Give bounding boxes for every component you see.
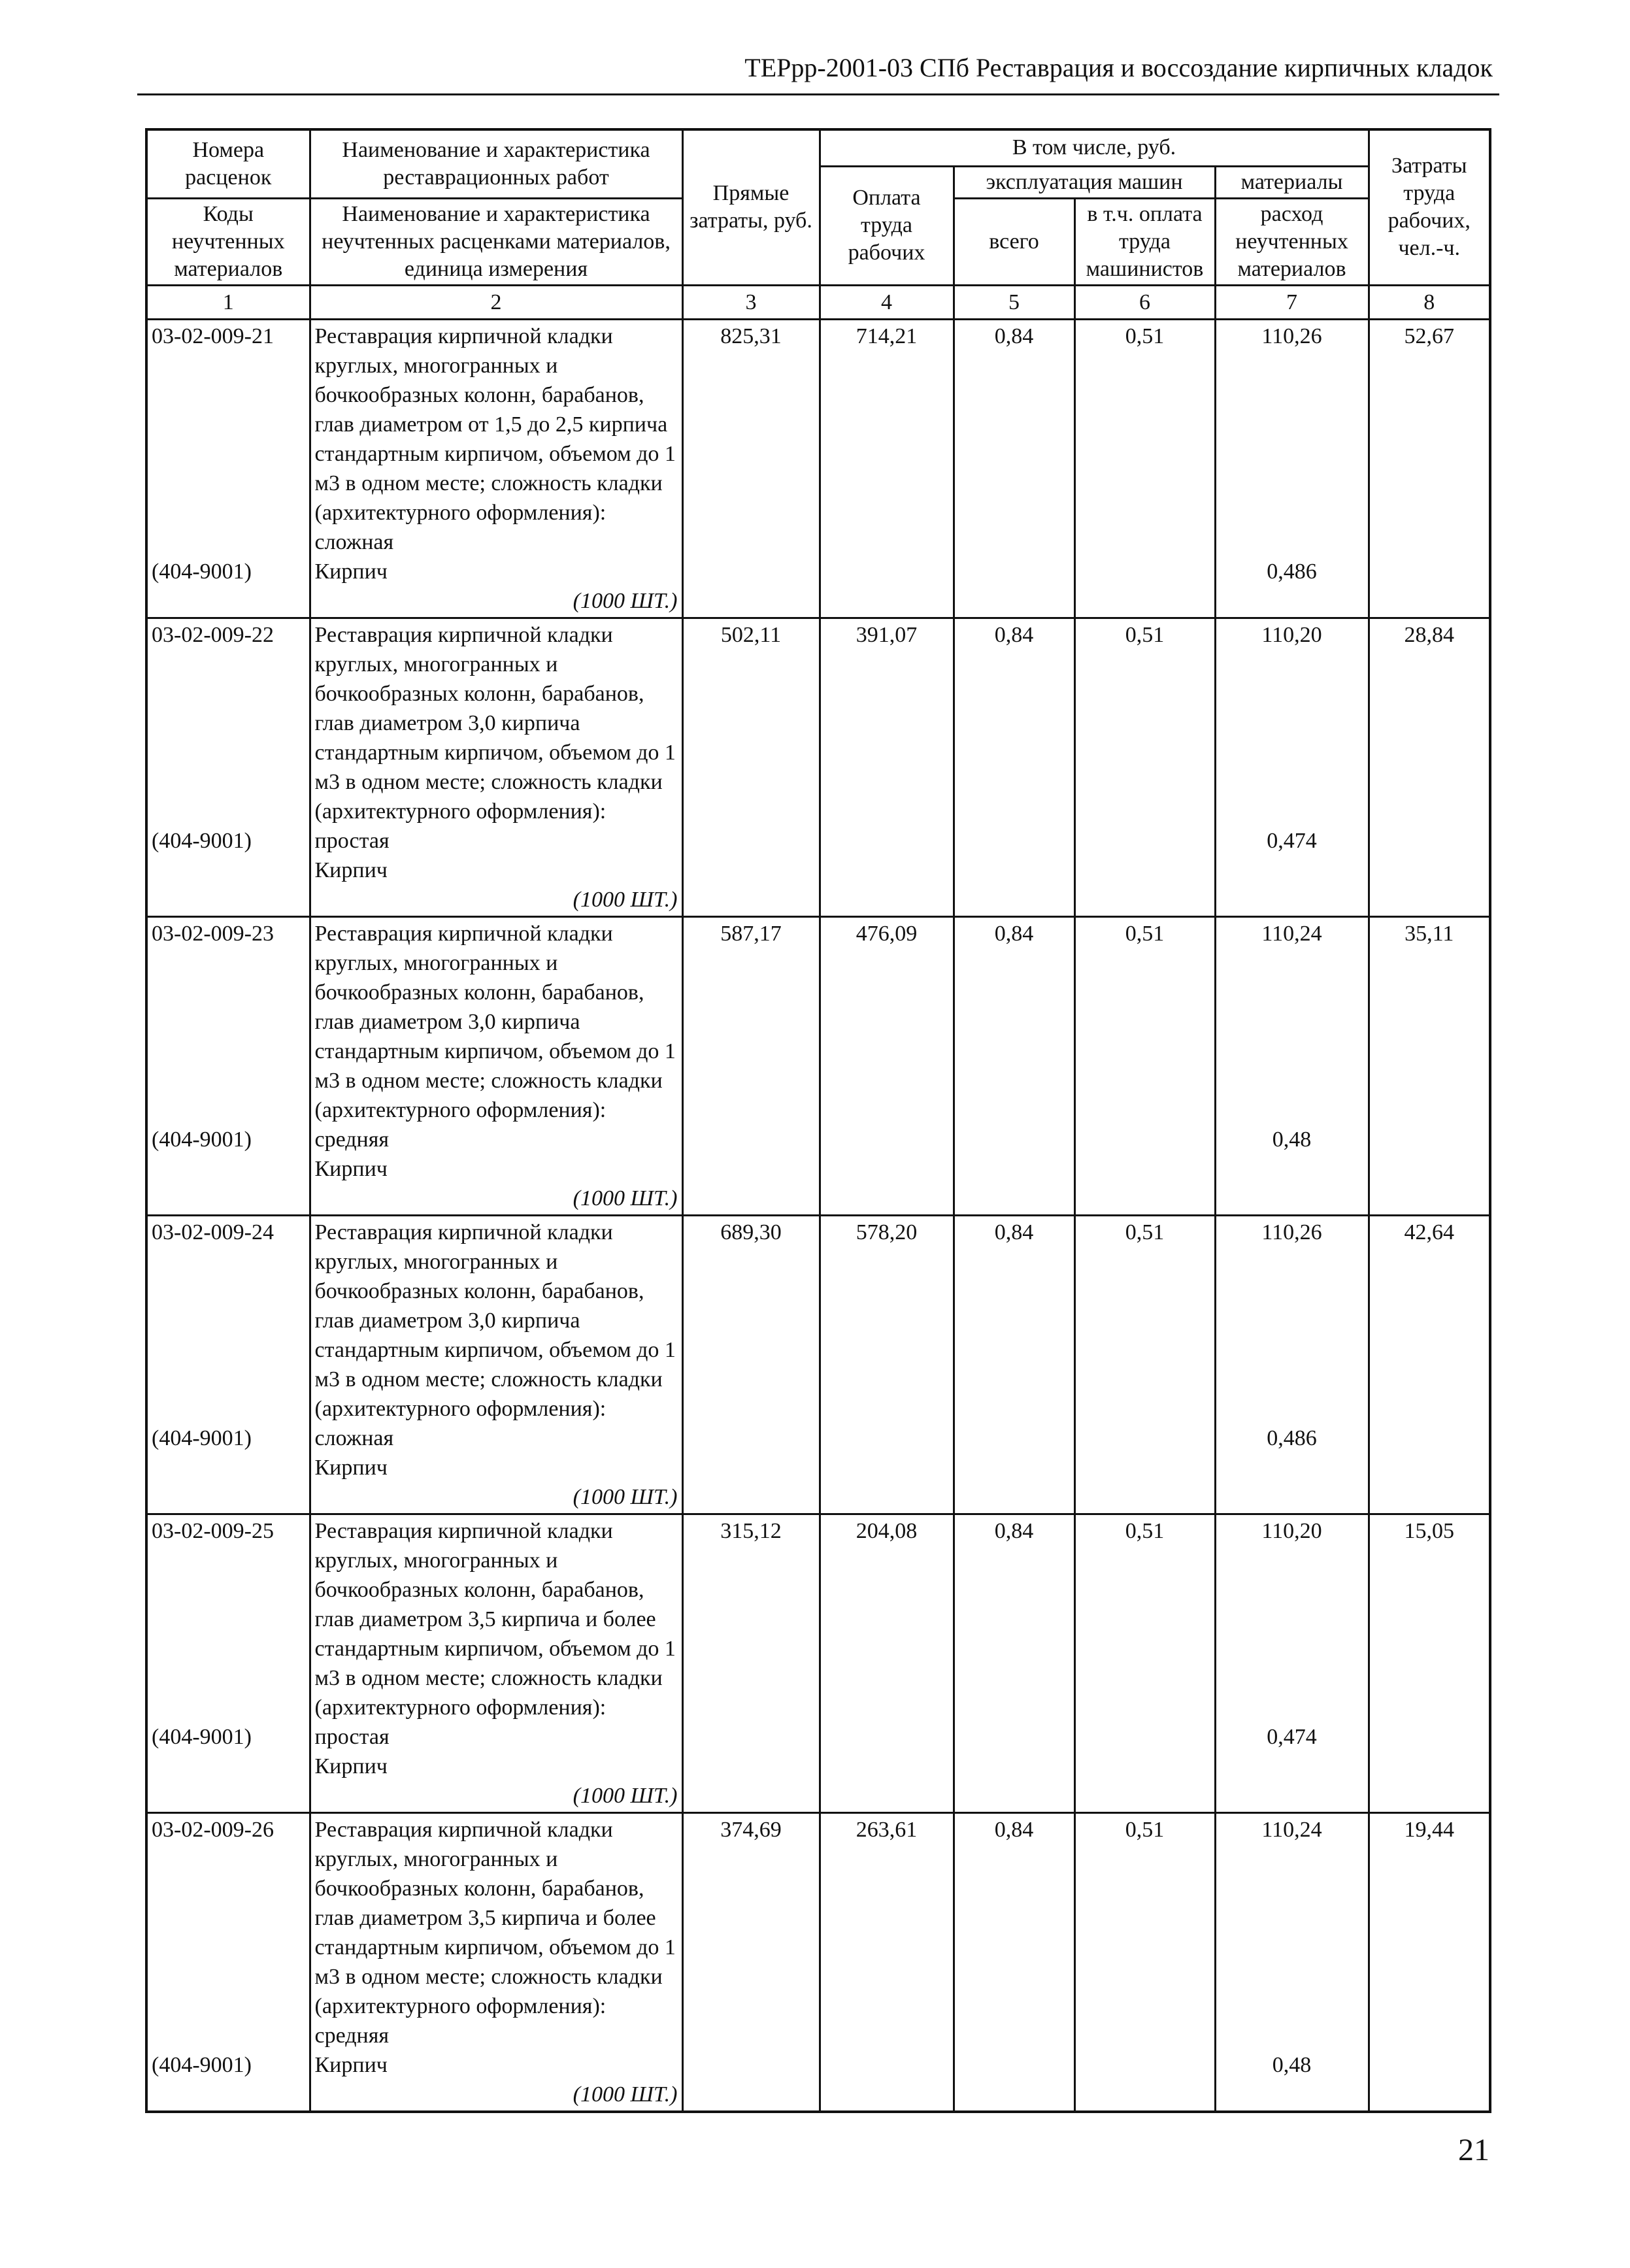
header-material-usage: расход неучтенных материалов [1215, 198, 1369, 285]
labor-pay: 263,61 [820, 1812, 954, 2112]
material-code: (404-9001) [152, 2052, 252, 2077]
material-unit: (1000 ШТ.) [573, 887, 678, 912]
document-header-title: ТЕРрр-2001-03 СПб Реставрация и воссоздание кирпичных кладок [744, 53, 1493, 82]
table-row [146, 1812, 1490, 2112]
direct-costs: 689,30 [682, 1215, 820, 1514]
column-index: 6 [1074, 285, 1215, 319]
material-unit: (1000 ШТ.) [573, 1783, 678, 1808]
header-material-codes: Коды неучтенных материалов [146, 198, 310, 285]
header-including-group: В том числе, руб. [820, 129, 1369, 166]
rate-code: 03-02-009-21 [152, 324, 274, 348]
labor-hours: 52,67 [1369, 319, 1490, 618]
labor-hours: 19,44 [1369, 1812, 1490, 2112]
machines-total: 0,84 [954, 916, 1074, 1215]
machines-total: 0,84 [954, 1215, 1074, 1514]
labor-hours: 35,11 [1369, 916, 1490, 1215]
page-number: 21 [1458, 2133, 1489, 2167]
machinists-pay: 0,51 [1074, 916, 1215, 1215]
materials-cost: 110,20 [1261, 622, 1322, 647]
machines-total: 0,84 [954, 618, 1074, 916]
machinists-pay: 0,51 [1074, 319, 1215, 618]
material-code: (404-9001) [152, 1127, 252, 1152]
header-work-name: Наименование и характеристика реставрационных работ [310, 129, 682, 198]
header-materials-group: материалы [1215, 166, 1369, 198]
direct-costs: 825,31 [682, 319, 820, 618]
machines-total: 0,84 [954, 1812, 1074, 2112]
rate-code: 03-02-009-25 [152, 1518, 274, 1543]
rate-code: 03-02-009-26 [152, 1817, 274, 1842]
labor-pay: 204,08 [820, 1514, 954, 1812]
material-name: Кирпич [314, 1455, 388, 1480]
work-description: Реставрация кирпичной кладки круглых, многогранных и бочкообразных колонн, барабанов, глав диаметром 3,5 кирпича и более стандартным кирпичом, объемом до 1 м3 в одном месте; сложность кладки (архитектурного оформления): простая [314, 1518, 676, 1749]
direct-costs: 374,69 [682, 1812, 820, 2112]
material-unit: (1000 ШТ.) [573, 1484, 678, 1509]
direct-costs: 587,17 [682, 916, 820, 1215]
materials-cost: 110,26 [1261, 1220, 1322, 1244]
header-rate-numbers: Номера расценок [146, 129, 310, 198]
machinists-pay: 0,51 [1074, 1812, 1215, 2112]
materials-cost: 110,24 [1261, 921, 1322, 946]
machines-total: 0,84 [954, 1514, 1074, 1812]
material-code: (404-9001) [152, 828, 252, 853]
header-labor-pay: Оплата труда рабочих [820, 166, 954, 285]
material-name: Кирпич [314, 858, 388, 882]
rates-table [145, 128, 1491, 2113]
material-code: (404-9001) [152, 1724, 252, 1749]
labor-hours: 42,64 [1369, 1215, 1490, 1514]
table-row [146, 1514, 1490, 1812]
machinists-pay: 0,51 [1074, 618, 1215, 916]
material-name: Кирпич [314, 1754, 388, 1778]
work-description: Реставрация кирпичной кладки круглых, многогранных и бочкообразных колонн, барабанов, глав диаметром от 1,5 до 2,5 кирпича стандартным кирпичом, объемом до 1 м3 в одном месте; сложность кладки (архитектурного оформления): сложная [314, 324, 676, 554]
materials-cost: 110,24 [1261, 1817, 1322, 1842]
material-quantity: 0,486 [1267, 1426, 1317, 1450]
rate-code: 03-02-009-22 [152, 622, 274, 647]
materials-cost: 110,26 [1261, 324, 1322, 348]
direct-costs: 502,11 [682, 618, 820, 916]
material-code: (404-9001) [152, 1426, 252, 1450]
table-row [146, 618, 1490, 916]
work-description: Реставрация кирпичной кладки круглых, многогранных и бочкообразных колонн, барабанов, глав диаметром 3,0 кирпича стандартным кирпичом, объемом до 1 м3 в одном месте; сложность кладки (архитектурного оформления): простая [314, 622, 676, 853]
header-labor-hours: Затраты труда рабочих, чел.-ч. [1369, 129, 1490, 285]
work-description: Реставрация кирпичной кладки круглых, многогранных и бочкообразных колонн, барабанов, глав диаметром 3,5 кирпича и более стандартным кирпичом, объемом до 1 м3 в одном месте; сложность кладки (архитектурного оформления): средняя [314, 1817, 676, 2048]
material-name: Кирпич [314, 559, 388, 584]
header-machines-total: всего [954, 198, 1074, 285]
header-direct-costs: Прямые затраты, руб. [682, 129, 820, 285]
work-description: Реставрация кирпичной кладки круглых, многогранных и бочкообразных колонн, барабанов, глав диаметром 3,0 кирпича стандартным кирпичом, объемом до 1 м3 в одном месте; сложность кладки (архитектурного оформления): сложная [314, 1220, 676, 1450]
material-unit: (1000 ШТ.) [573, 1186, 678, 1210]
rate-code: 03-02-009-24 [152, 1220, 274, 1244]
labor-pay: 578,20 [820, 1215, 954, 1514]
material-quantity: 0,486 [1267, 559, 1317, 584]
column-index: 2 [310, 285, 682, 319]
labor-pay: 391,07 [820, 618, 954, 916]
labor-hours: 28,84 [1369, 618, 1490, 916]
column-index: 3 [682, 285, 820, 319]
header-machines-group: эксплуатация машин [954, 166, 1215, 198]
material-quantity: 0,474 [1267, 1724, 1317, 1749]
material-name: Кирпич [314, 1156, 388, 1181]
material-code: (404-9001) [152, 559, 252, 584]
labor-hours: 15,05 [1369, 1514, 1490, 1812]
table-row [146, 916, 1490, 1215]
material-quantity: 0,474 [1267, 828, 1317, 853]
header-rule [137, 93, 1499, 95]
column-index: 4 [820, 285, 954, 319]
labor-pay: 476,09 [820, 916, 954, 1215]
material-quantity: 0,48 [1272, 2052, 1312, 2077]
machinists-pay: 0,51 [1074, 1514, 1215, 1812]
machinists-pay: 0,51 [1074, 1215, 1215, 1514]
labor-pay: 714,21 [820, 319, 954, 618]
direct-costs: 315,12 [682, 1514, 820, 1812]
column-index: 7 [1215, 285, 1369, 319]
rate-code: 03-02-009-23 [152, 921, 274, 946]
table-row [146, 319, 1490, 618]
material-unit: (1000 ШТ.) [573, 588, 678, 613]
material-name: Кирпич [314, 2052, 388, 2077]
column-index: 8 [1369, 285, 1490, 319]
header-material-name: Наименование и характеристика неучтенных расценками материалов, единица измерения [310, 198, 682, 285]
column-index: 5 [954, 285, 1074, 319]
materials-cost: 110,20 [1261, 1518, 1322, 1543]
machines-total: 0,84 [954, 319, 1074, 618]
work-description: Реставрация кирпичной кладки круглых, многогранных и бочкообразных колонн, барабанов, глав диаметром 3,0 кирпича стандартным кирпичом, объемом до 1 м3 в одном месте; сложность кладки (архитектурного оформления): средняя [314, 921, 676, 1152]
material-unit: (1000 ШТ.) [573, 2082, 678, 2107]
column-index-row [146, 285, 1490, 319]
material-quantity: 0,48 [1272, 1127, 1312, 1152]
header-machinists-pay: в т.ч. оплата труда машинистов [1074, 198, 1215, 285]
column-index: 1 [146, 285, 310, 319]
table-row [146, 1215, 1490, 1514]
